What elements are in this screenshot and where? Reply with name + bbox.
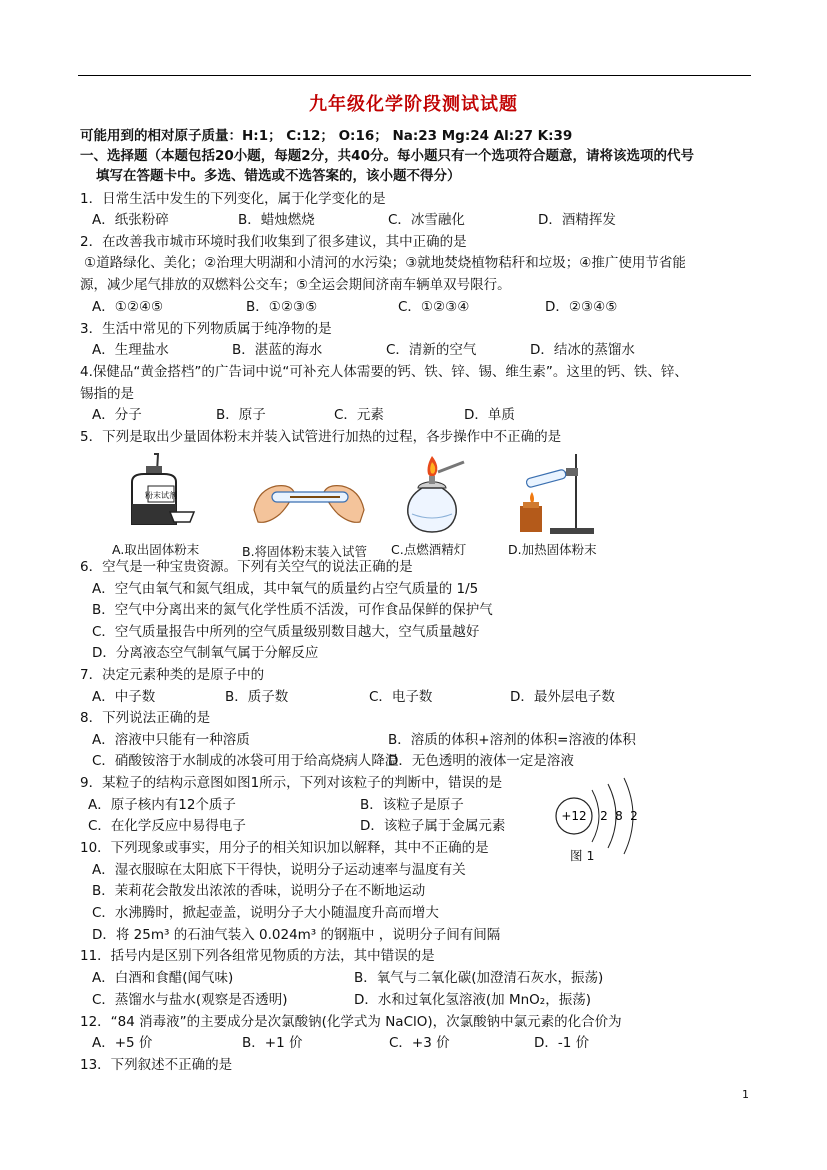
q9-option-a: A．原子核内有12个质子 [88,797,236,813]
q4-stem-2: 锡指的是 [80,386,134,402]
shell-1-electrons: 2 [600,809,608,823]
q3-stem: 3．生活中常见的下列物质属于纯净物的是 [80,321,332,337]
q2-text-2: 源，减少尾气排放的双燃料公交车；⑤全运会期间济南车辆单双号限行。 [80,277,511,293]
q3-option-d: D．结冰的蒸馏水 [530,342,635,358]
q1-option-b: B．蜡烛燃烧 [238,212,315,228]
q1-option-a: A．纸张粉碎 [92,212,169,228]
q12-option-b: B．+1 价 [242,1035,303,1051]
figure-1-caption: 图 1 [570,848,595,863]
q5-caption-a: A.取出固体粉末 [112,542,200,557]
q2-option-a: A．①②④⑤ [92,299,164,315]
q4-stem-1: 4.保健品“黄金搭档”的广告词中说“可补充人体需要的钙、铁、锌、锡、维生素”。这里的钙、铁、锌、 [80,364,688,380]
q4-option-c: C．元素 [334,407,384,423]
q12-option-a: A．+5 价 [92,1035,153,1051]
q8-option-a: A．溶液中只能有一种溶质 [92,732,250,748]
alcohol-lamp-figure [398,452,478,538]
page-number: 1 [742,1088,749,1101]
atomic-mass-line: 可能用到的相对原子质量：H:1； C:12； O:16； Na:23 Mg:24 Al:27 K:39 [80,128,573,144]
q3-option-c: C．清新的空气 [386,342,477,358]
q11-option-b: B．氧气与二氧化碳(加澄清石灰水，振荡) [354,970,604,986]
reagent-bottle-figure [118,452,198,534]
q8-option-d: D．无色透明的液体一定是溶液 [388,753,574,769]
q6-stem: 6．空气是一种宝贵资源。下列有关空气的说法正确的是 [80,559,413,575]
q7-stem: 7．决定元素种类的是原子中的 [80,667,265,683]
q7-option-d: D．最外层电子数 [510,689,615,705]
q6-option-b: B．空气中分离出来的氮气化学性质不活泼，可作食品保鲜的保护气 [92,602,493,618]
q6-option-d: D．分离液态空气制氧气属于分解反应 [92,645,319,661]
q12-option-c: C．+3 价 [389,1035,450,1051]
q2-option-b: B．①②③⑤ [246,299,318,315]
q3-option-b: B．湛蓝的海水 [232,342,323,358]
q10-option-c: C．水沸腾时，掀起壶盖，说明分子大小随温度升高而增大 [92,905,439,921]
q4-option-b: B．原子 [216,407,266,423]
q5-caption-c: C.点燃酒精灯 [391,542,467,557]
atom-structure-figure [548,770,644,866]
q6-option-a: A．空气由氧气和氮气组成，其中氧气的质量约占空气质量的 1/5 [92,581,479,597]
q2-option-d: D．②③④⑤ [545,299,618,315]
q11-option-a: A．白酒和食醋(闻气味) [92,970,234,986]
q10-option-b: B．茉莉花会散发出浓浓的香味，说明分子在不断地运动 [92,883,426,899]
q13-stem: 13．下列叙述不正确的是 [80,1057,233,1073]
q3-option-a: A．生理盐水 [92,342,169,358]
q11-option-d: D．水和过氧化氢溶液(加 MnO₂，振荡) [354,992,591,1008]
q2-stem: 2．在改善我市城市环境时我们收集到了很多建议，其中正确的是 [80,234,467,250]
q5-stem: 5．下列是取出少量固体粉末并装入试管进行加热的过程，各步操作中不正确的是 [80,429,562,445]
q1-option-d: D．酒精挥发 [538,212,616,228]
q11-stem: 11．括号内是区别下列各组常见物质的方法，其中错误的是 [80,948,435,964]
q7-option-b: B．质子数 [225,689,289,705]
q4-option-a: A．分子 [92,407,142,423]
q11-option-c: C．蒸馏水与盐水(观察是否透明) [92,992,288,1008]
section-instructions-2: 填写在答题卡中。多选、错选或不选答案的，该小题不得分） [96,168,461,184]
heating-stand-figure [510,452,602,538]
q1-option-c: C．冰雪融化 [388,212,465,228]
q7-option-c: C．电子数 [369,689,433,705]
q5-caption-d: D.加热固体粉末 [508,542,597,557]
q8-stem: 8．下列说法正确的是 [80,710,211,726]
shell-3-electrons: 2 [630,809,638,823]
header-rule [78,75,751,76]
q10-option-d: D．将 25m³ 的石油气装入 0.024m³ 的钢瓶中 ，说明分子间有间隔 [92,927,501,943]
q10-stem: 10．下列现象或事实，用分子的相关知识加以解释，其中不正确的是 [80,840,489,856]
q9-option-c: C．在化学反应中易得电子 [88,818,246,834]
page-title: 九年级化学阶段测试试题 [309,94,518,115]
q4-option-d: D．单质 [464,407,515,423]
shell-2-electrons: 8 [615,809,623,823]
q9-option-d: D．该粒子属于金属元素 [360,818,506,834]
q9-option-b: B．该粒子是原子 [360,797,464,813]
q10-option-a: A．湿衣服晾在太阳底下干得快，说明分子运动速率与温度有关 [92,862,466,878]
q12-option-d: D．-1 价 [534,1035,590,1051]
q2-text-1: ①道路绿化、美化；②治理大明湖和小清河的水污染；③就地焚烧植物秸秆和垃圾；④推广使用节省能 [84,255,686,271]
q2-option-c: C．①②③④ [398,299,470,315]
section-instructions-1: 一、选择题（本题包括20小题，每题2分，共40分。每小题只有一个选项符合题意，请将该选项的代号 [80,148,694,164]
q6-option-c: C．空气质量报告中所列的空气质量级别数目越大，空气质量越好 [92,624,480,640]
q5-caption-b: B.将固体粉末装入试管 [242,544,368,559]
q8-option-b: B．溶质的体积+溶剂的体积=溶液的体积 [388,732,636,748]
q12-stem: 12．“84 消毒液”的主要成分是次氯酸钠(化学式为 NaClO)，次氯酸钠中氯元素的化合价为 [80,1014,622,1030]
test-tube-hands-figure [250,470,368,532]
q7-option-a: A．中子数 [92,689,156,705]
q1-stem: 1．日常生活中发生的下列变化，属于化学变化的是 [80,191,386,207]
q8-option-c: C．硝酸铵溶于水制成的冰袋可用于给高烧病人降温 [92,753,399,769]
q9-stem: 9．某粒子的结构示意图如图1所示，下列对该粒子的判断中，错误的是 [80,775,503,791]
bottle-label: 粉末试剂 [145,491,177,500]
nucleus-charge: +12 [561,809,587,823]
